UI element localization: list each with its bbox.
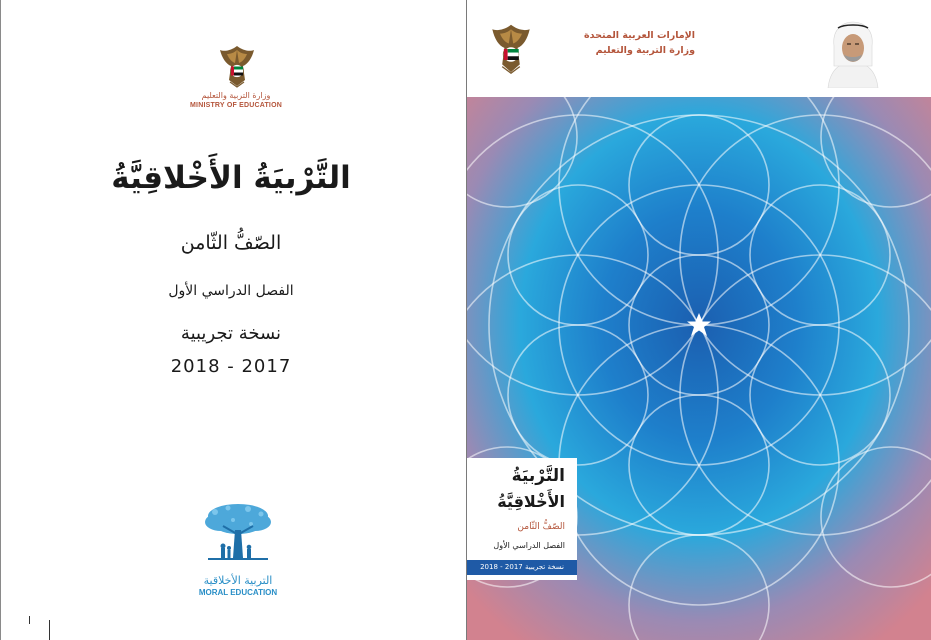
- logo-text-en: MORAL EDUCATION: [198, 588, 278, 597]
- tree-icon: [193, 500, 283, 572]
- cover-edition-year: نسخة تجريبية 2017 - 2018: [480, 563, 564, 571]
- cover-header: [467, 0, 931, 97]
- front-cover: [467, 0, 931, 640]
- academic-year: 2018 - 2017: [170, 356, 292, 377]
- ministry-name-ar: وزارة التربية والتعليم: [201, 91, 271, 100]
- edition-label: نسخة تجريبية: [180, 323, 282, 344]
- semester-label: الفصل الدراسي الأول: [168, 283, 294, 299]
- crop-mark: [29, 616, 30, 624]
- cover-semester-label: الفصل الدراسي الأول: [493, 541, 565, 550]
- ministry-name-ar: وزارة التربية والتعليم: [595, 45, 695, 56]
- cover-edition-band: [467, 560, 577, 575]
- portrait-icon: [822, 16, 884, 88]
- cover-title-line2: الأَخْلاقِيَّةُ: [497, 492, 565, 511]
- book-title: التَّرْبيَةُ الأَخْلاقِيَّةُ: [111, 160, 351, 196]
- ministry-name-en: MINISTRY OF EDUCATION: [190, 102, 282, 109]
- falcon-emblem-icon: [217, 44, 257, 88]
- grade-label: الصّفُّ الثّامن: [180, 232, 282, 254]
- cover-title-box: [467, 458, 577, 580]
- falcon-emblem-icon: [489, 22, 533, 76]
- country-name-ar: الإمارات العربية المتحدة: [584, 30, 695, 41]
- logo-text-ar: التربية الأخلاقية: [203, 574, 273, 587]
- crop-mark: [49, 620, 50, 640]
- cover-title-line1: التَّرْبيَةُ: [511, 466, 565, 486]
- cover-grade-label: الصّفُّ الثّامن: [517, 522, 565, 532]
